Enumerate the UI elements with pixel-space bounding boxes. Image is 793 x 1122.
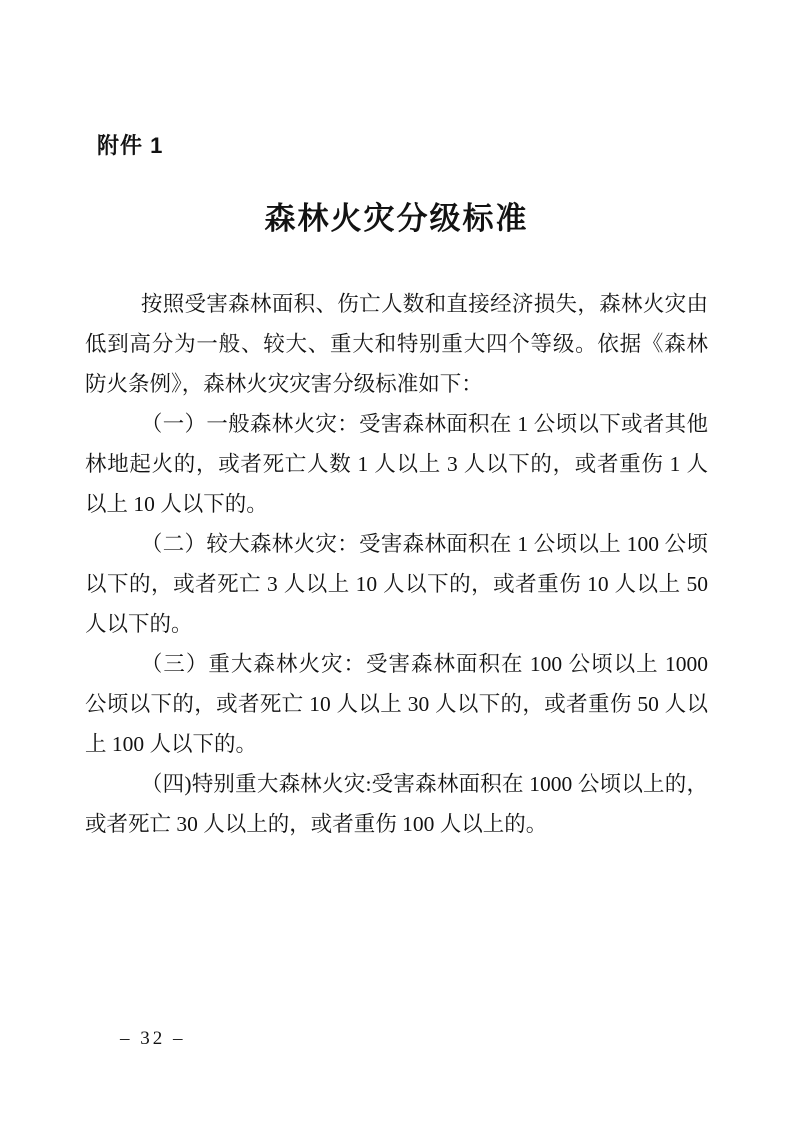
paragraph-item-larger-fire: （二）较大森林火灾：受害森林面积在 1 公顷以上 100 公顷以下的，或者死亡 3 人以上 10 人以下的，或者重伤 10 人以上 50 人以下的。 xyxy=(85,532,708,636)
page-title: 森林火灾分级标准 xyxy=(264,201,529,236)
page-number: – 32 – xyxy=(120,1028,186,1049)
paragraph-item-extra-major-fire: （四)特别重大森林火灾:受害森林面积在 1000 公顷以上的，或者死亡 30 人以上的，或者重伤 100 人以上的。 xyxy=(85,772,708,836)
document-body xyxy=(85,284,708,844)
paragraph-intro: 按照受害森林面积、伤亡人数和直接经济损失，森林火灾由低到高分为一般、较大、重大和特别重大四个等级。依据《森林防火条例》，森林火灾灾害分级标准如下： xyxy=(85,292,708,396)
paragraph-item-general-fire: （一）一般森林火灾：受害森林面积在 1 公顷以下或者其他林地起火的，或者死亡人数 1 人以上 3 人以下的，或者重伤 1 人以上 10 人以下的。 xyxy=(85,412,708,516)
attachment-label: 附件 1 xyxy=(97,133,164,158)
paragraph-item-major-fire: （三）重大森林火灾：受害森林面积在 100 公顷以上 1000 公顷以下的，或者死亡 10 人以上 30 人以下的，或者重伤 50 人以上 100 人以下的。 xyxy=(85,652,708,756)
